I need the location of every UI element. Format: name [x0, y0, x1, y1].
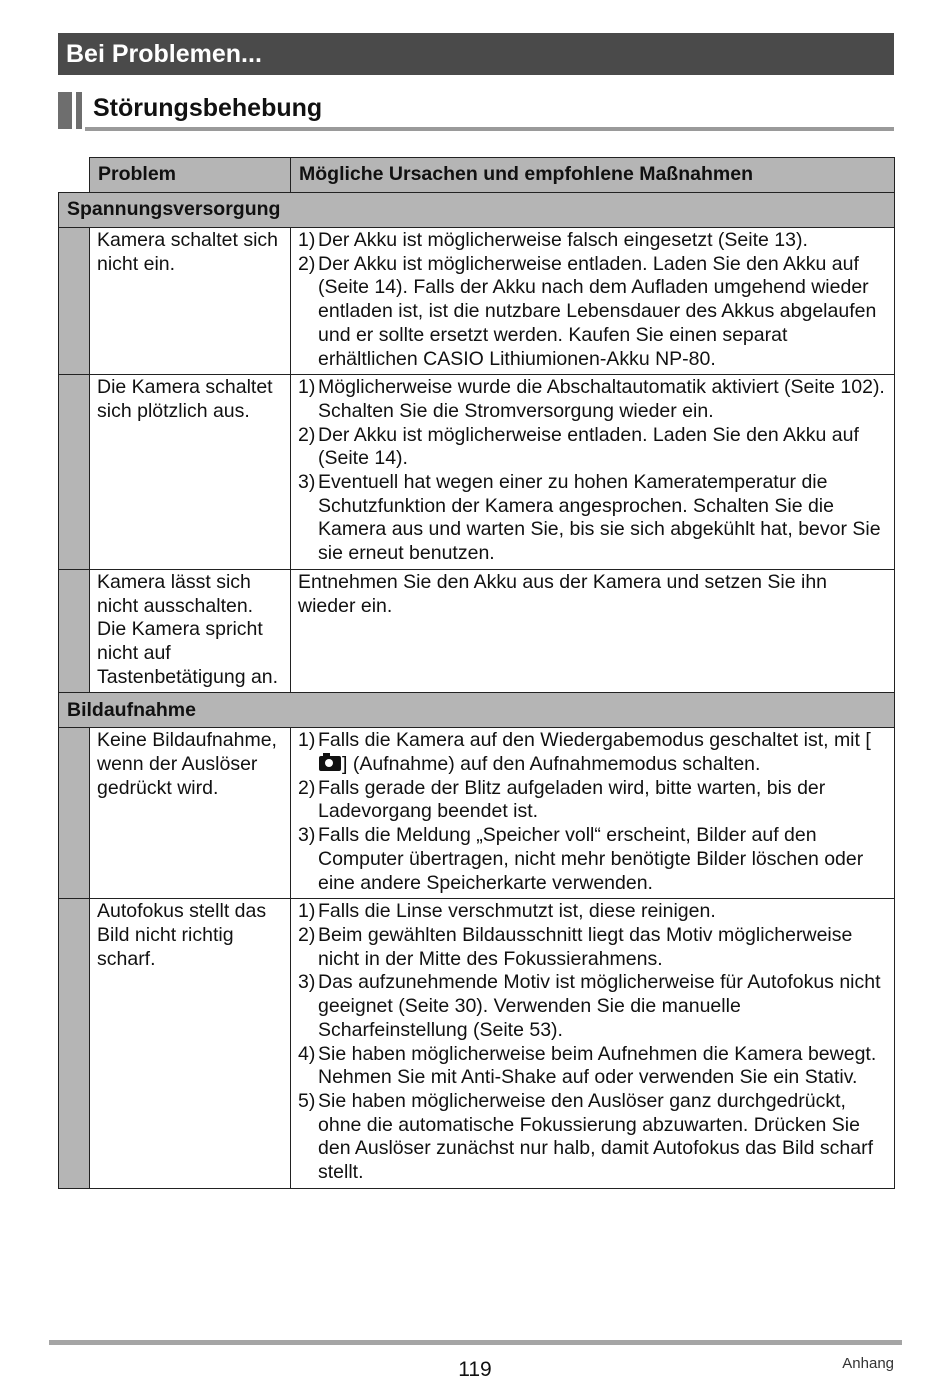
item-number: 3) — [298, 971, 316, 994]
solution-item — [298, 229, 888, 253]
item-number: 1) — [298, 729, 316, 752]
header-problem: Problem — [90, 158, 291, 193]
table-row — [59, 228, 895, 375]
problem-cell: Autofokus stellt das Bild nicht richtig scharf. — [90, 899, 291, 1188]
solution-item — [298, 424, 888, 471]
solution-item — [298, 471, 888, 566]
item-text: Falls die Linse verschmutzt ist, diese reinigen. — [318, 900, 716, 923]
solution-item — [298, 824, 888, 895]
solution-cell — [291, 228, 895, 375]
chapter-title-bar — [58, 33, 894, 75]
header-solution: Mögliche Ursachen und empfohlene Maßnahmen — [291, 158, 895, 193]
page-number: 119 — [458, 1358, 492, 1381]
table-row — [59, 569, 895, 693]
section-heading — [58, 90, 894, 130]
footer-section-label: Anhang — [842, 1355, 894, 1372]
item-text: Der Akku ist möglicherweise falsch eingesetzt (Seite 13). — [318, 229, 808, 251]
item-text: Sie haben möglicherweise den Auslöser ganz durchgedrückt, ohne die automatische Fokussierung abzuwarten. Drücken Sie den Auslöser zunächst nur halb, damit Autofokus das Bild scharf stellt. — [318, 1089, 873, 1184]
section-marker-thin — [76, 92, 82, 129]
problem-cell: Die Kamera schaltet sich plötzlich aus. — [90, 375, 291, 570]
solution-item — [298, 924, 888, 971]
solution-item — [298, 729, 888, 776]
item-number: 2) — [298, 776, 316, 799]
item-text: Falls gerade der Blitz aufgeladen wird, bitte warten, bis der Ladevorgang beendet ist. — [318, 776, 826, 823]
row-side-band — [59, 569, 90, 693]
solution-text: Entnehmen Sie den Akku aus der Kamera und setzen Sie ihn wieder ein. — [298, 570, 828, 617]
item-number: 5) — [298, 1089, 316, 1112]
item-text: Falls die Kamera auf den Wiedergabemodus geschaltet ist, mit [ — [318, 729, 871, 752]
item-text: Beim gewählten Bildausschnitt liegt das Motiv möglicherweise nicht in der Mitte des Fokussierahmens. — [318, 923, 853, 970]
chapter-title: Bei Problemen... — [66, 40, 262, 68]
item-number: 3) — [298, 824, 316, 847]
row-side-band — [59, 899, 90, 1188]
solution-cell — [291, 375, 895, 570]
item-number: 1) — [298, 376, 316, 399]
solution-list — [298, 229, 888, 371]
category-label: Spannungsversorgung — [59, 193, 895, 228]
category-row — [59, 693, 895, 728]
section-title: Störungsbehebung — [93, 94, 323, 122]
problem-cell: Kamera schaltet sich nicht ein. — [90, 228, 291, 375]
table-row — [59, 728, 895, 899]
item-text: Das aufzunehmende Motiv ist möglicherweise für Autofokus nicht geeignet (Seite 30). Verwenden Sie die manuelle Scharfeinstellung (Seite 53). — [318, 971, 881, 1041]
category-label: Bildaufnahme — [59, 693, 895, 728]
section-underline — [85, 127, 894, 131]
camera-icon — [319, 756, 341, 771]
solution-item — [298, 971, 888, 1042]
row-side-band — [59, 375, 90, 570]
item-number: 4) — [298, 1042, 316, 1065]
item-number: 2) — [298, 423, 316, 446]
item-number: 1) — [298, 229, 316, 251]
item-number: 2) — [298, 252, 316, 275]
item-text: Falls die Meldung „Speicher voll“ erscheint, Bilder auf den Computer übertragen, nicht mehr benötigte Bilder löschen oder eine andere Speicherkarte verwenden. — [318, 824, 864, 894]
item-text: Der Akku ist möglicherweise entladen. Laden Sie den Akku auf (Seite 14). Falls der Akku nach dem Aufladen umgehend wieder entladen ist, ist die nutzbare Lebensdauer des Akkus abgelaufen und er sollte ersetzt werden. Kaufen Sie einen separat erhältlichen CASIO Lithiumionen-Akku NP-80. — [318, 252, 877, 370]
table-header-row — [59, 158, 895, 193]
item-number: 2) — [298, 923, 316, 946]
item-text-continued: ] (Aufnahme) auf den Aufnahmemodus schalten. — [342, 753, 761, 776]
item-text: Der Akku ist möglicherweise entladen. Laden Sie den Akku auf (Seite 14). — [318, 423, 859, 470]
solution-list — [298, 376, 888, 566]
row-side-band — [59, 728, 90, 899]
problem-cell: Keine Bildaufnahme, wenn der Auslöser gedrückt wird. — [90, 728, 291, 899]
solution-item — [298, 1090, 888, 1185]
footer-rule — [49, 1340, 902, 1345]
item-text: Möglicherweise wurde die Abschaltautomatik aktiviert (Seite 102). Schalten Sie die Stromversorgung wieder ein. — [318, 376, 885, 422]
solution-item — [298, 376, 888, 423]
troubleshooting-table — [58, 157, 895, 1189]
solution-list — [298, 729, 888, 895]
solution-item — [298, 253, 888, 372]
table-row — [59, 375, 895, 570]
item-number: 1) — [298, 900, 316, 923]
solution-item — [298, 1043, 888, 1090]
solution-item — [298, 900, 888, 924]
category-row — [59, 193, 895, 228]
row-side-band — [59, 228, 90, 375]
solution-cell — [291, 899, 895, 1188]
item-number: 3) — [298, 471, 316, 494]
solution-item — [298, 777, 888, 824]
item-text: Eventuell hat wegen einer zu hohen Kameratemperatur die Schutzfunktion der Kamera angesprochen. Schalten Sie die Kamera aus und warten Sie, bis sie sich abgekühlt hat, bevor Sie sie erneut benutzen. — [318, 471, 881, 565]
solution-cell — [291, 569, 895, 693]
item-text: Sie haben möglicherweise beim Aufnehmen die Kamera bewegt. Nehmen Sie mit Anti-Shake auf oder verwenden Sie ein Stativ. — [318, 1042, 877, 1089]
problem-cell: Kamera lässt sich nicht ausschalten. Die Kamera spricht nicht auf Tastenbetätigung an. — [90, 569, 291, 693]
solution-cell — [291, 728, 895, 899]
section-marker — [58, 92, 72, 129]
solution-list — [298, 900, 888, 1184]
table-row — [59, 899, 895, 1188]
